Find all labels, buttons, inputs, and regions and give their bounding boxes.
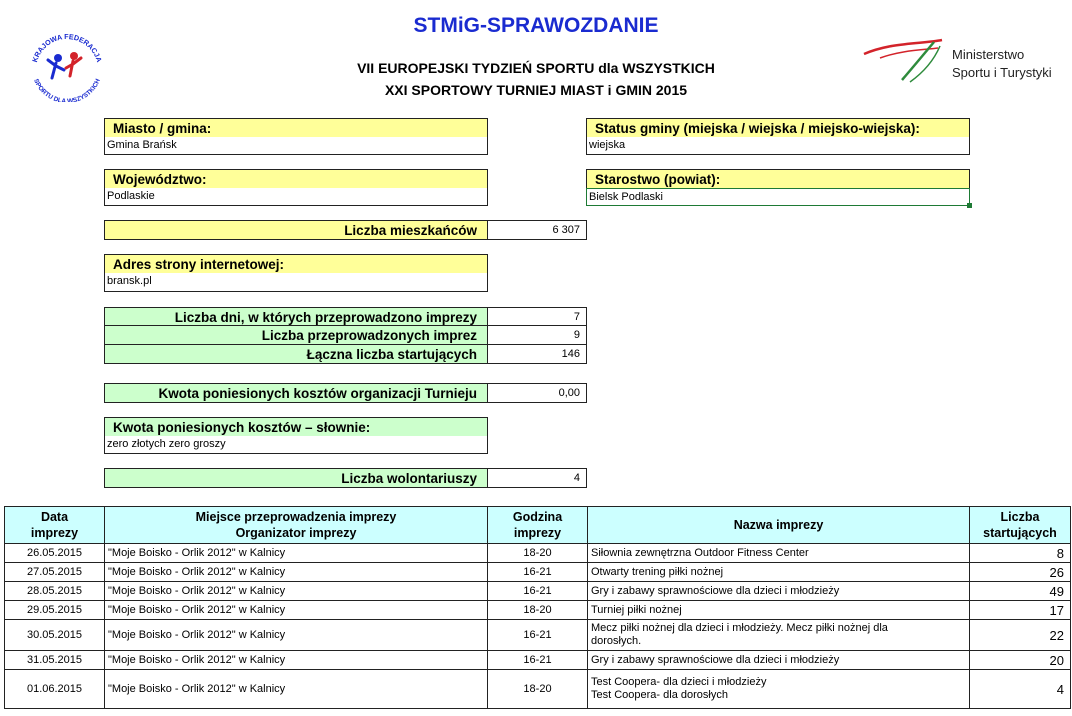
cell-name[interactable]: Otwarty trening piłki nożnej bbox=[588, 563, 970, 582]
cell-hours[interactable]: 16-21 bbox=[488, 651, 588, 670]
cell-date[interactable]: 01.06.2015 bbox=[5, 670, 105, 709]
dni-value[interactable]: 7 bbox=[487, 307, 587, 326]
table-row bbox=[5, 670, 1071, 709]
cell-date[interactable]: 29.05.2015 bbox=[5, 601, 105, 620]
cell-hours[interactable]: 18-20 bbox=[488, 601, 588, 620]
col-header-place[interactable]: Miejsce przeprowadzenia imprezy Organizator imprezy bbox=[105, 507, 488, 544]
table-row bbox=[5, 620, 1071, 651]
table-row bbox=[5, 544, 1071, 563]
cell-hours[interactable]: 18-20 bbox=[488, 670, 588, 709]
subtitle-2: XXI SPORTOWY TURNIEJ MIAST i GMIN 2015 bbox=[384, 82, 688, 98]
cell-place[interactable]: "Moje Boisko - Orlik 2012" w Kalnicy bbox=[105, 544, 488, 563]
table-row bbox=[5, 563, 1071, 582]
cell-name[interactable]: Siłownia zewnętrzna Outdoor Fitness Center bbox=[588, 544, 970, 563]
slownie-label: Kwota poniesionych kosztów – słownie: bbox=[104, 417, 488, 437]
cell-date[interactable]: 31.05.2015 bbox=[5, 651, 105, 670]
col-header-count[interactable]: Liczba startujących bbox=[970, 507, 1071, 544]
dni-label: Liczba dni, w których przeprowadzono imprezy bbox=[104, 307, 488, 326]
cell-name[interactable]: Gry i zabawy sprawnościowe dla dzieci i młodzieży bbox=[588, 651, 970, 670]
mieszkancy-value[interactable]: 6 307 bbox=[487, 220, 587, 240]
cell-name[interactable]: Gry i zabawy sprawnościowe dla dzieci i młodzieży bbox=[588, 582, 970, 601]
slownie-value[interactable]: zero złotych zero groszy bbox=[104, 436, 488, 454]
starostwo-label: Starostwo (powiat): bbox=[586, 169, 970, 189]
cell-date[interactable]: 30.05.2015 bbox=[5, 620, 105, 651]
status-value[interactable]: wiejska bbox=[586, 137, 970, 155]
cell-name[interactable]: Turniej piłki nożnej bbox=[588, 601, 970, 620]
cell-date[interactable]: 27.05.2015 bbox=[5, 563, 105, 582]
cell-hours[interactable]: 16-21 bbox=[488, 620, 588, 651]
col-header-date[interactable]: Data imprezy bbox=[5, 507, 105, 544]
cell-count[interactable]: 20 bbox=[970, 651, 1071, 670]
cell-place[interactable]: "Moje Boisko - Orlik 2012" w Kalnicy bbox=[105, 651, 488, 670]
ministry-line2: Sportu i Turystyki bbox=[952, 65, 1052, 80]
wolontariusze-value[interactable]: 4 bbox=[487, 468, 587, 488]
table-row bbox=[5, 582, 1071, 601]
col-header-name[interactable]: Nazwa imprezy bbox=[588, 507, 970, 544]
cell-count[interactable]: 8 bbox=[970, 544, 1071, 563]
cell-hours[interactable]: 16-21 bbox=[488, 563, 588, 582]
miasto-label: Miasto / gmina: bbox=[104, 118, 488, 138]
ministry-line1: Ministerstwo bbox=[952, 47, 1025, 62]
cell-count[interactable]: 22 bbox=[970, 620, 1071, 651]
report-title: STMiG-SPRAWOZDANIE bbox=[413, 14, 659, 37]
adres-value[interactable]: bransk.pl bbox=[104, 273, 488, 292]
startujacy-value[interactable]: 146 bbox=[487, 345, 587, 364]
adres-label: Adres strony internetowej: bbox=[104, 254, 488, 274]
cell-count[interactable]: 17 bbox=[970, 601, 1071, 620]
cell-hours[interactable]: 16-21 bbox=[488, 582, 588, 601]
imprezy-value[interactable]: 9 bbox=[487, 326, 587, 345]
imprezy-label: Liczba przeprowadzonych imprez bbox=[104, 326, 488, 345]
cell-name[interactable]: Mecz piłki nożnej dla dzieci i młodzieży. Mecz piłki nożnej dla dorosłych. bbox=[588, 620, 970, 651]
cell-place[interactable]: "Moje Boisko - Orlik 2012" w Kalnicy bbox=[105, 582, 488, 601]
wojewodztwo-value[interactable]: Podlaskie bbox=[104, 188, 488, 206]
subtitle-1: VII EUROPEJSKI TYDZIEŃ SPORTU dla WSZYSTKICH bbox=[357, 60, 715, 76]
starostwo-value[interactable]: Bielsk Podlaski bbox=[586, 188, 970, 206]
table-row bbox=[5, 651, 1071, 670]
kwota-value[interactable]: 0,00 bbox=[487, 383, 587, 403]
cell-count[interactable]: 26 bbox=[970, 563, 1071, 582]
logo-text-bottom: SPORTU DLA WSZYSTKICH bbox=[32, 77, 102, 102]
kwota-label: Kwota poniesionych kosztów organizacji Turnieju bbox=[104, 383, 488, 403]
cell-count[interactable]: 49 bbox=[970, 582, 1071, 601]
status-label: Status gminy (miejska / wiejska / miejsko-wiejska): bbox=[586, 118, 970, 138]
wojewodztwo-label: Województwo: bbox=[104, 169, 488, 189]
wolontariusze-label: Liczba wolontariuszy bbox=[104, 468, 488, 488]
cell-place[interactable]: "Moje Boisko - Orlik 2012" w Kalnicy bbox=[105, 563, 488, 582]
cell-count[interactable]: 4 bbox=[970, 670, 1071, 709]
col-header-hours[interactable]: Godzina imprezy bbox=[488, 507, 588, 544]
table-row bbox=[5, 601, 1071, 620]
logo-text-top: KRAJOWA FEDERACJA bbox=[30, 31, 104, 64]
table-header-row bbox=[5, 507, 1071, 544]
cell-place[interactable]: "Moje Boisko - Orlik 2012" w Kalnicy bbox=[105, 601, 488, 620]
cell-fill-handle[interactable] bbox=[967, 203, 972, 208]
mieszkancy-label: Liczba mieszkańców bbox=[104, 220, 488, 240]
startujacy-label: Łączna liczba startujących bbox=[104, 345, 488, 364]
cell-place[interactable]: "Moje Boisko - Orlik 2012" w Kalnicy bbox=[105, 620, 488, 651]
cell-hours[interactable]: 18-20 bbox=[488, 544, 588, 563]
miasto-value[interactable]: Gmina Brańsk bbox=[104, 137, 488, 155]
events-table bbox=[4, 506, 1071, 709]
cell-date[interactable]: 26.05.2015 bbox=[5, 544, 105, 563]
cell-date[interactable]: 28.05.2015 bbox=[5, 582, 105, 601]
cell-place[interactable]: "Moje Boisko - Orlik 2012" w Kalnicy bbox=[105, 670, 488, 709]
cell-name[interactable]: Test Coopera- dla dzieci i młodzieży Test Coopera- dla dorosłych bbox=[588, 670, 970, 709]
